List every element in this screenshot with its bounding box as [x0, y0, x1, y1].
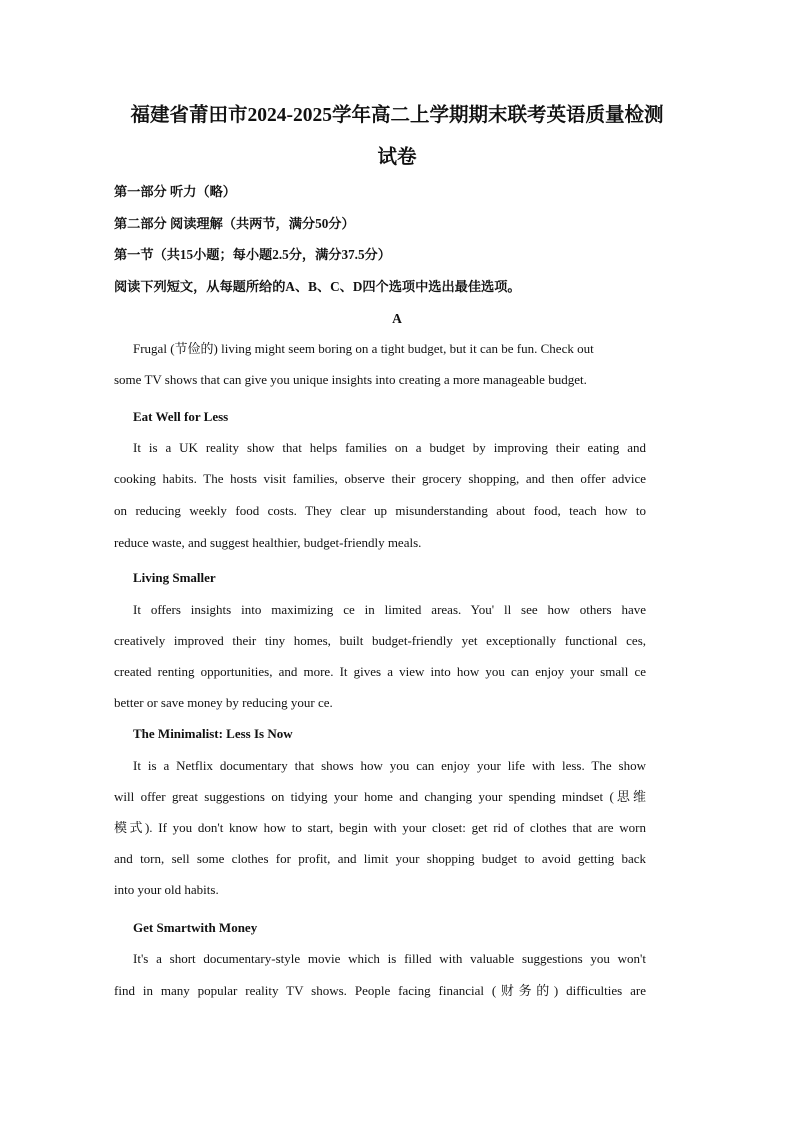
paragraph-line: creatively improved their tiny homes, built budget-friendly yet exceptionally functional ces, [114, 633, 646, 648]
show-heading: Get Smartwith Money [133, 920, 258, 935]
intro-line: some TV shows that can give you unique insights into creating a more manageable budget. [114, 372, 587, 387]
document-title-continued: 试卷 [377, 147, 417, 168]
paragraph-line: cooking habits. The hosts visit families, observe their grocery shopping, and then offer advice [114, 471, 646, 486]
part-one-heading: 第一部分 听力（略） [114, 184, 236, 199]
passage-label: A [392, 311, 402, 326]
section-one-heading: 第一节（共15小题；每小题2.5分，满分37.5分） [114, 247, 391, 262]
paragraph-line: and torn, sell some clothes for profit, and limit your shopping budget to avoid getting back [114, 851, 646, 866]
show-heading: Eat Well for Less [133, 409, 229, 424]
paragraph-line: into your old habits. [114, 882, 219, 897]
paragraph-line: It's a short documentary-style movie which is filled with valuable suggestions you won't [133, 951, 646, 966]
show-heading: The Minimalist: Less Is Now [133, 726, 293, 741]
part-two-heading: 第二部分 阅读理解（共两节，满分50分） [114, 216, 355, 231]
paragraph-line: 模式). If you don't know how to start, begin with your closet: get rid of clothes that are worn [114, 820, 646, 835]
paragraph-line: on reducing weekly food costs. They clear up misunderstanding about food, teach how to [114, 503, 646, 518]
paragraph-line: will offer great suggestions on tidying your home and changing your spending mindset (思维 [114, 789, 646, 804]
intro-line: Frugal (节俭的) living might seem boring on a tight budget, but it can be fun. Check out [133, 341, 594, 356]
paragraph-line: It offers insights into maximizing ce in limited areas. You' ll see how others have [133, 602, 646, 617]
paragraph-line: reduce waste, and suggest healthier, budget-friendly meals. [114, 535, 422, 550]
paragraph-line: better or save money by reducing your ce. [114, 695, 333, 710]
show-heading: Living Smaller [133, 570, 216, 585]
paragraph-line: It is a UK reality show that helps families on a budget by improving their eating and [133, 440, 646, 455]
instruction-text: 阅读下列短文，从每题所给的A、B、C、D四个选项中选出最佳选项。 [114, 279, 521, 294]
paragraph-line: find in many popular reality TV shows. People facing financial (财务的) difficulties are [114, 983, 646, 998]
document-title: 福建省莆田市2024-2025学年高二上学期期末联考英语质量检测 [130, 105, 664, 126]
paragraph-line: It is a Netflix documentary that shows how you can enjoy your life with less. The show [133, 758, 646, 773]
paragraph-line: created renting opportunities, and more. It gives a view into how you can enjoy your small ce [114, 664, 646, 679]
